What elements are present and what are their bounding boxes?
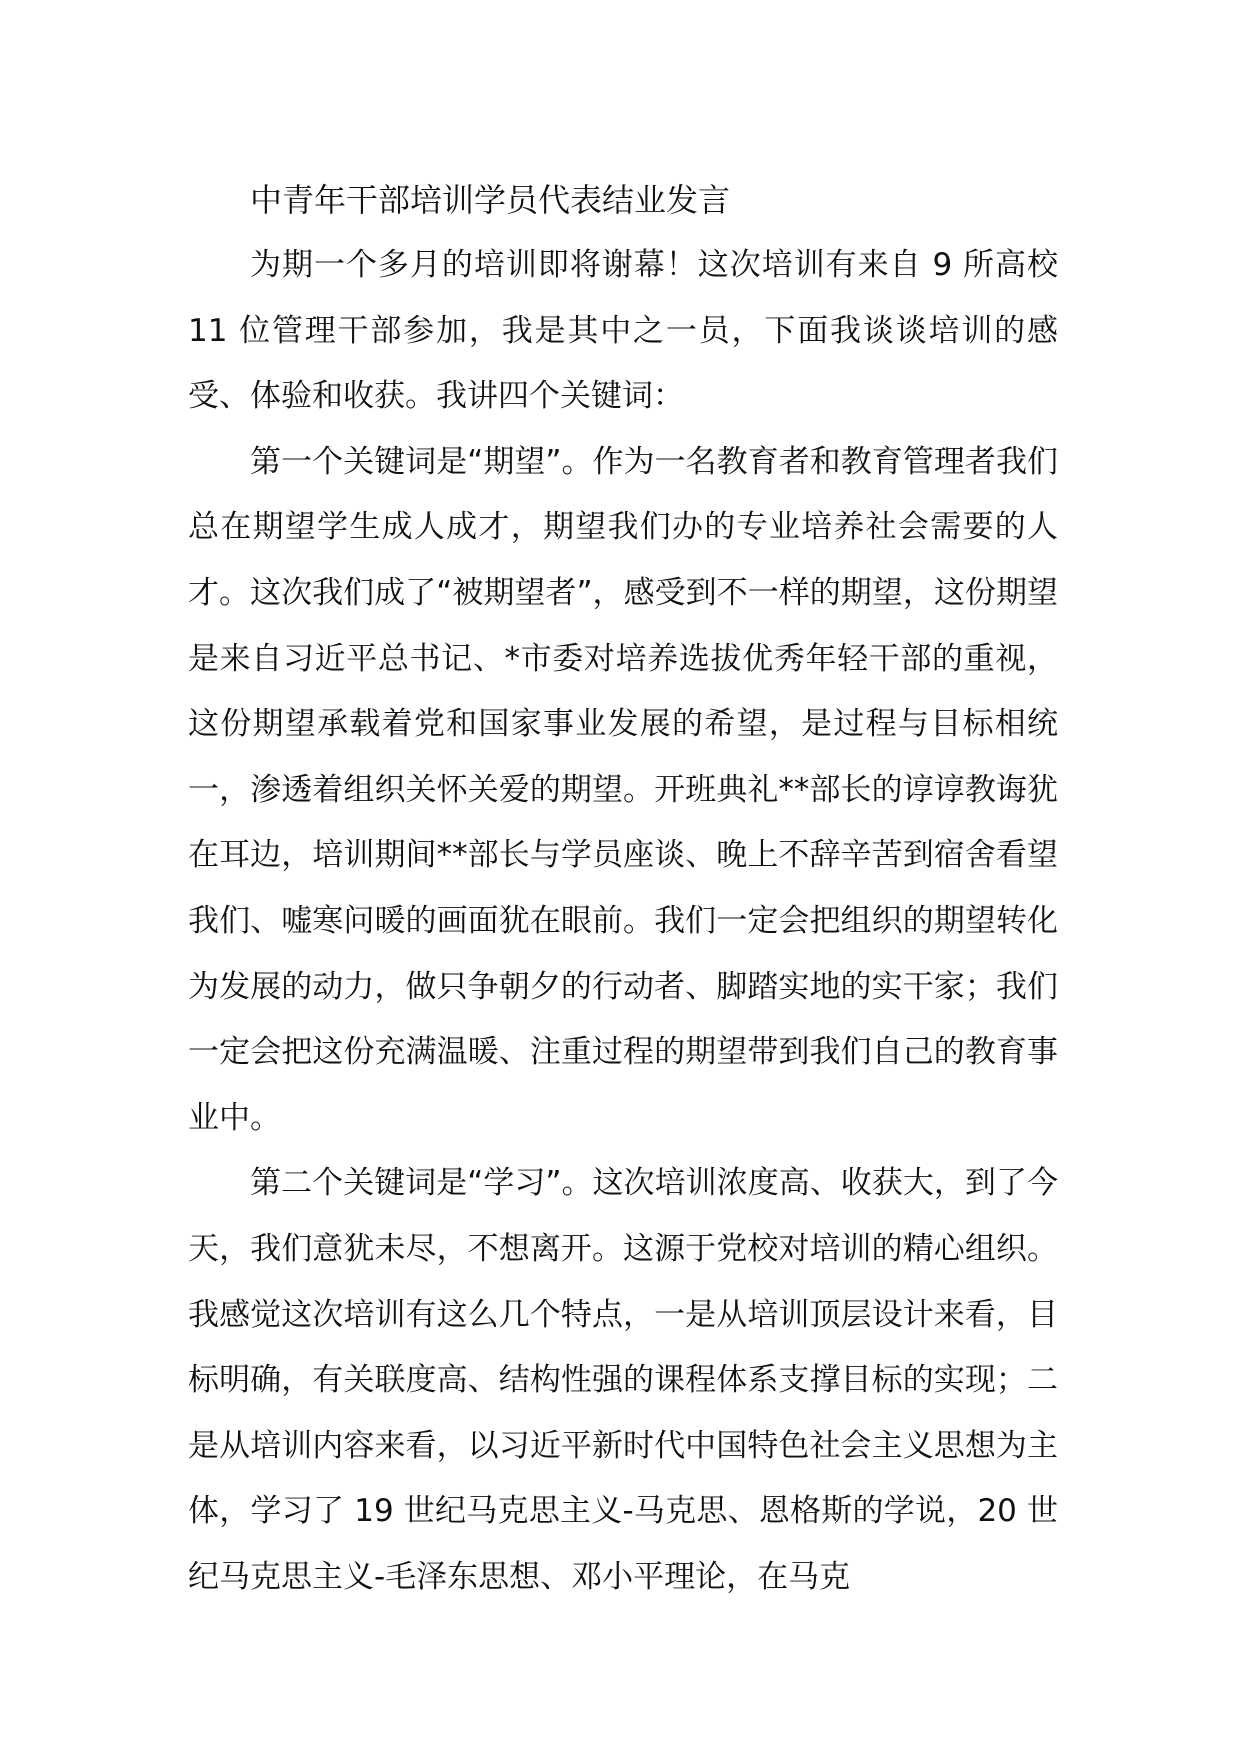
document-body — [188, 167, 1058, 1610]
paragraph-keyword-expectation: 第一个关键词是“期望”。作为一名教育者和教育管理者我们总在期望学生成人成才，期望我们办的专业培养社会需要的人才。这次我们成了“被期望者”，感受到不一样的期望，这份期望是来自习近平总书记、*市委对培养选拔优秀年轻干部的重视，这份期望承载着党和国家事业发展的希望，是过程与目标相统一，渗透着组织关怀关爱的期望。开班典礼**部长的谆谆教诲犹在耳边，培训期间**部长与学员座谈、晚上不辞辛苦到宿舍看望我们、嘘寒问暖的画面犹在眼前。我们一定会把组织的期望转化为发展的动力，做只争朝夕的行动者、脚踏实地的实干家；我们一定会把这份充满温暖、注重过程的期望带到我们自己的教育事业中。 — [188, 443, 1058, 1136]
paragraph-keyword-learning: 第二个关键词是“学习”。这次培训浓度高、收获大，到了今天，我们意犹未尽，不想离开。这源于党校对培训的精心组织。我感觉这次培训有这么几个特点，一是从培训顶层设计来看，目标明确，有关联度高、结构性强的课程体系支撑目标的实现；二是从培训内容来看，以习近平新时代中国特色社会主义思想为主体，学习了 19 世纪马克思主义-马克思、恩格斯的学说，20 世纪马克思主义-毛泽东思想、邓小平理论，在马克 — [188, 1165, 1058, 1595]
document-title: 中青年干部培训学员代表结业发言 — [250, 181, 731, 219]
paragraph-intro: 为期一个多月的培训即将谢幕！这次培训有来自 9 所高校 11 位管理干部参加，我是其中之一员，下面我谈谈培训的感受、体验和收获。我讲四个关键词： — [188, 247, 1058, 415]
